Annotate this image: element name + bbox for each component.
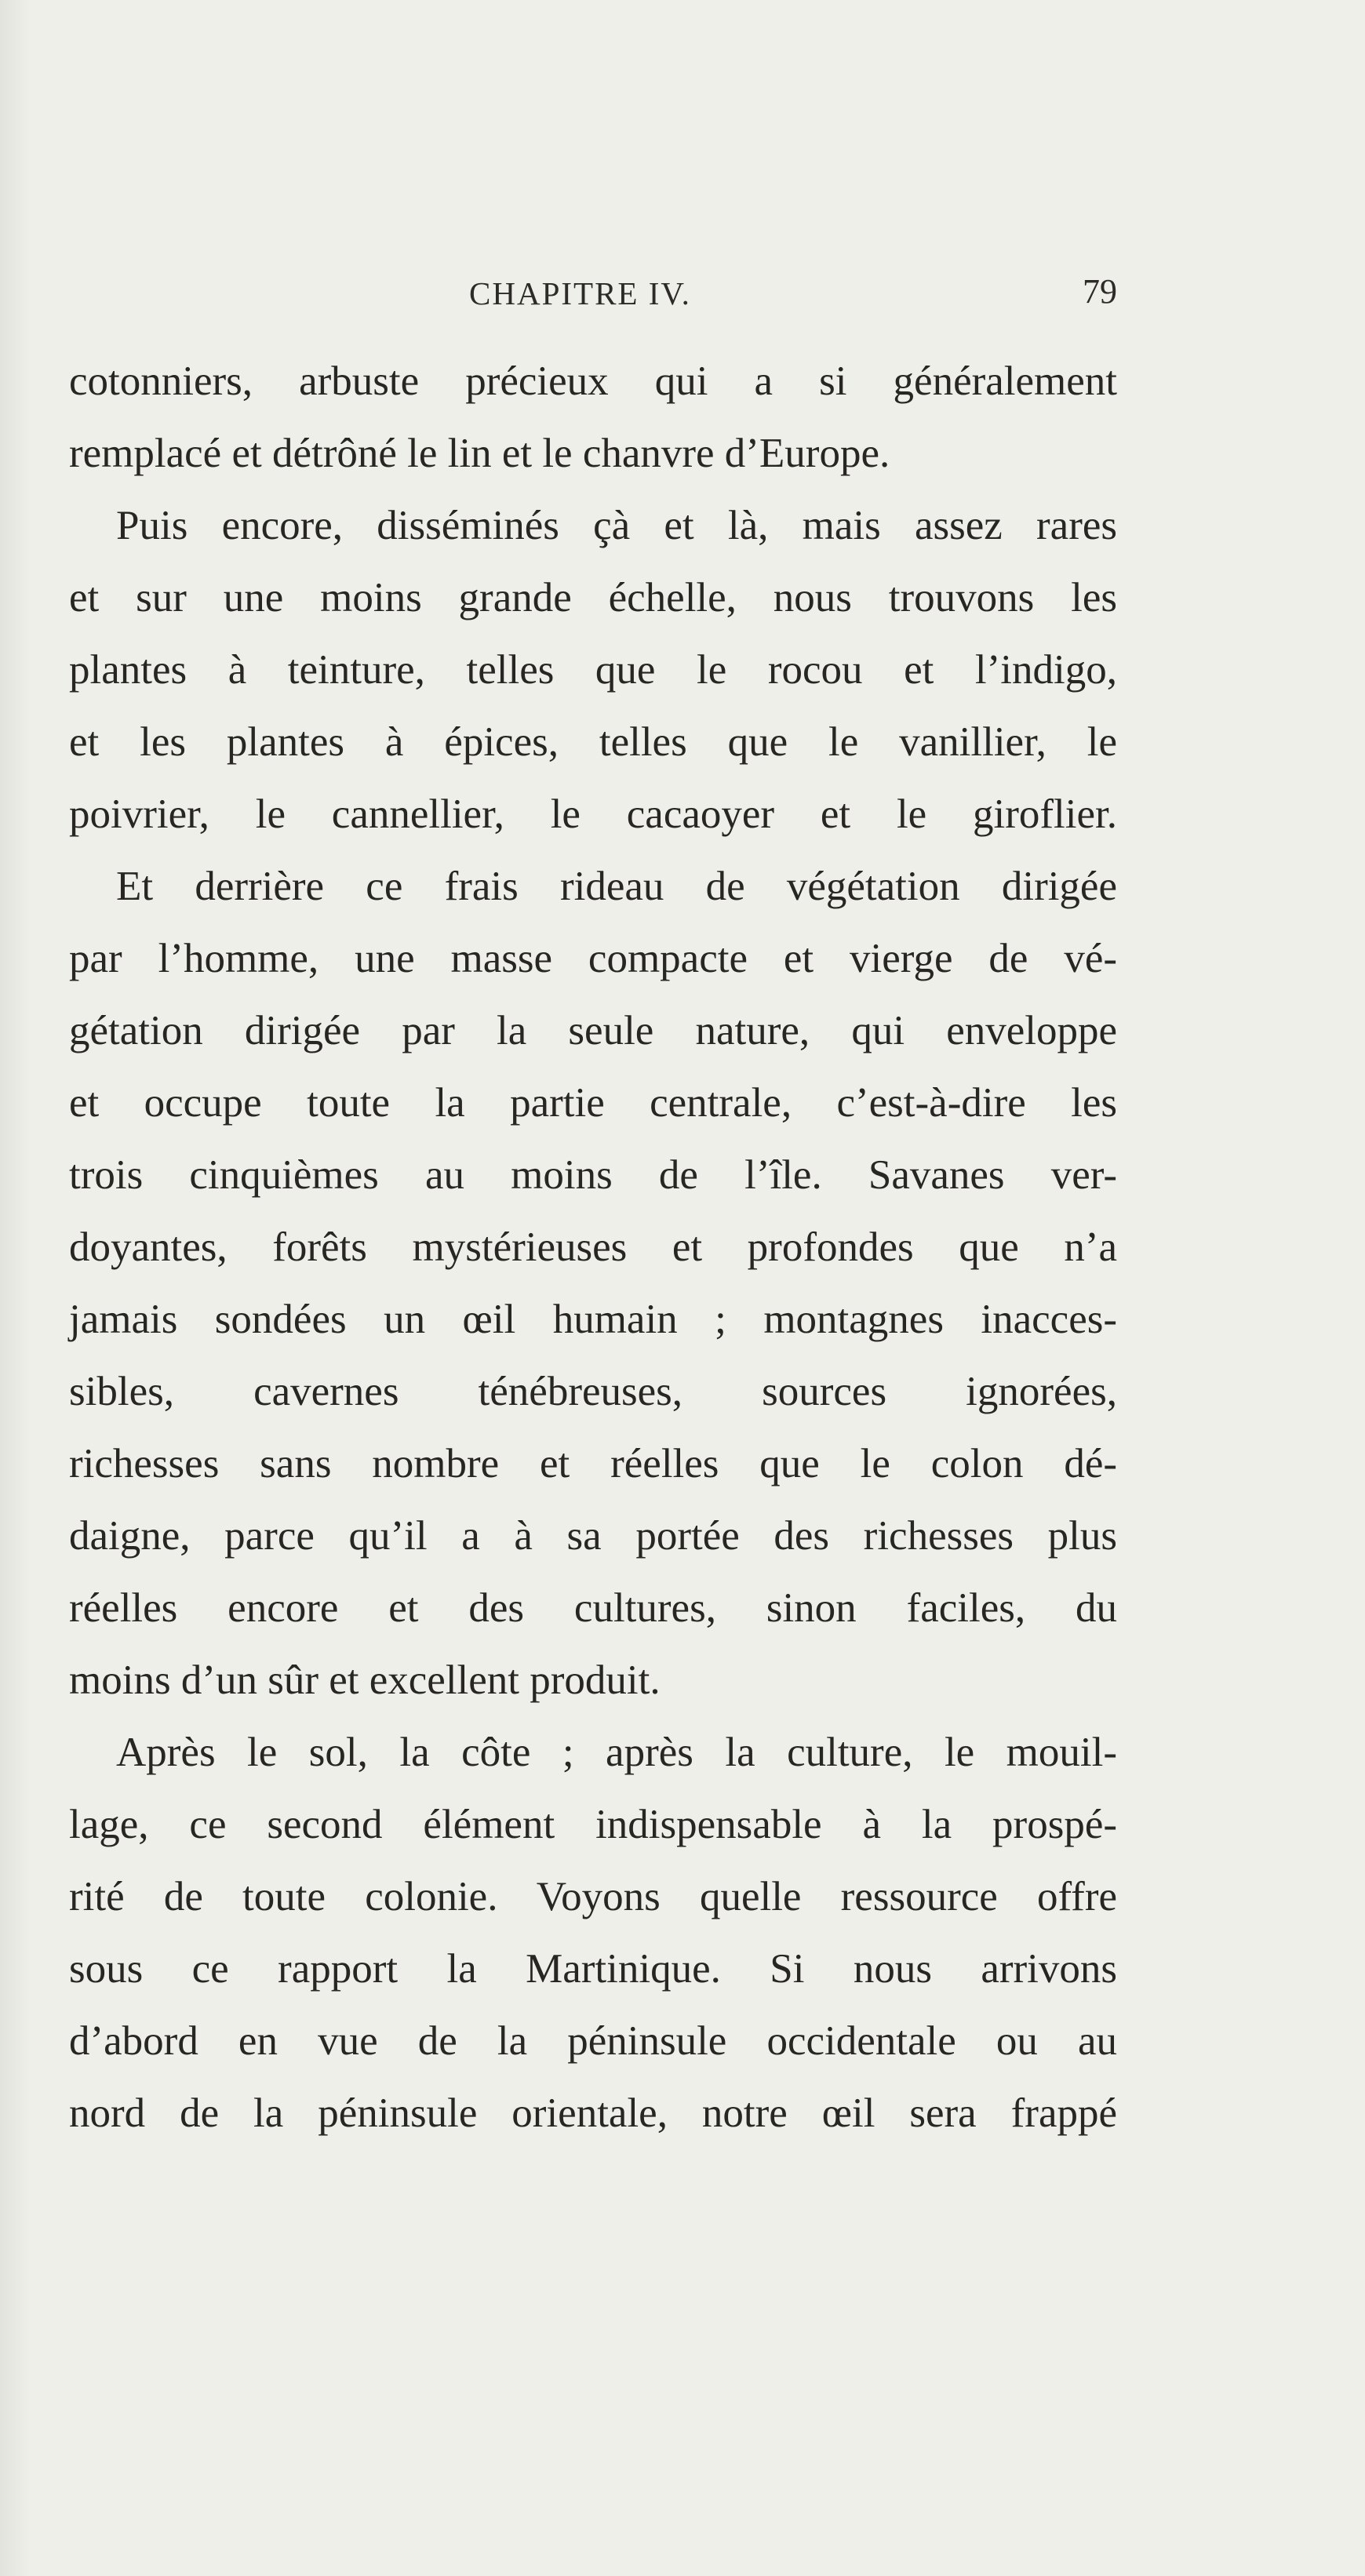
text-line: Puis encore, disséminés çà et là, mais assez rares [116,503,1117,548]
text-line: Après le sol, la côte ; après la culture, le mouil- [116,1730,1117,1775]
text-line: et les plantes à épices, telles que le vanillier, le [69,719,1117,765]
text-line: et occupe toute la partie centrale, c’est-à-dire les [69,1080,1117,1126]
text-line: Et derrière ce frais rideau de végétation dirigée [116,864,1117,909]
text-line: trois cinquièmes au moins de l’île. Savanes ver- [69,1152,1117,1198]
text-line: daigne, parce qu’il a à sa portée des richesses plus [69,1513,1117,1559]
text-line: richesses sans nombre et réelles que le colon dé- [69,1441,1117,1486]
text-line: cotonniers, arbuste précieux qui a si généralement [69,358,1117,404]
text-line: par l’homme, une masse compacte et vierge de vé- [69,936,1117,981]
text-line: poivrier, le cannellier, le cacaoyer et le giroflier. [69,791,1117,837]
text-line: rité de toute colonie. Voyons quelle ressource offre [69,1874,1117,1919]
text-line: sibles, cavernes ténébreuses, sources ignorées, [69,1369,1117,1414]
page-gutter-shadow [0,0,31,2576]
page-number: 79 [1083,272,1117,311]
running-head [69,268,1117,323]
text-line: sous ce rapport la Martinique. Si nous arrivons [69,1946,1117,1992]
paragraph [69,345,1117,489]
chapter-title: CHAPITRE IV. [469,275,691,311]
paragraph [69,1716,1117,2149]
text-line: réelles encore et des cultures, sinon faciles, du [69,1585,1117,1631]
text-line: remplacé et détrôné le lin et le chanvre d’Europe. [69,431,890,476]
paragraph [69,850,1117,1716]
text-line: et sur une moins grande échelle, nous trouvons les [69,575,1117,620]
text-line: nord de la péninsule orientale, notre œil sera frappé [69,2090,1117,2136]
paragraph [69,489,1117,850]
text-line: jamais sondées un œil humain ; montagnes inacces- [69,1297,1117,1342]
text-line: d’abord en vue de la péninsule occidentale ou au [69,2018,1117,2064]
text-line: moins d’un sûr et excellent produit. [69,1657,661,1703]
text-line: doyantes, forêts mystérieuses et profondes que n’a [69,1224,1117,1270]
text-line: lage, ce second élément indispensable à la prospé- [69,1802,1117,1847]
text-line: gétation dirigée par la seule nature, qui enveloppe [69,1008,1117,1053]
text-line: plantes à teinture, telles que le rocou et l’indigo, [69,647,1117,693]
body-text [69,345,1117,2149]
